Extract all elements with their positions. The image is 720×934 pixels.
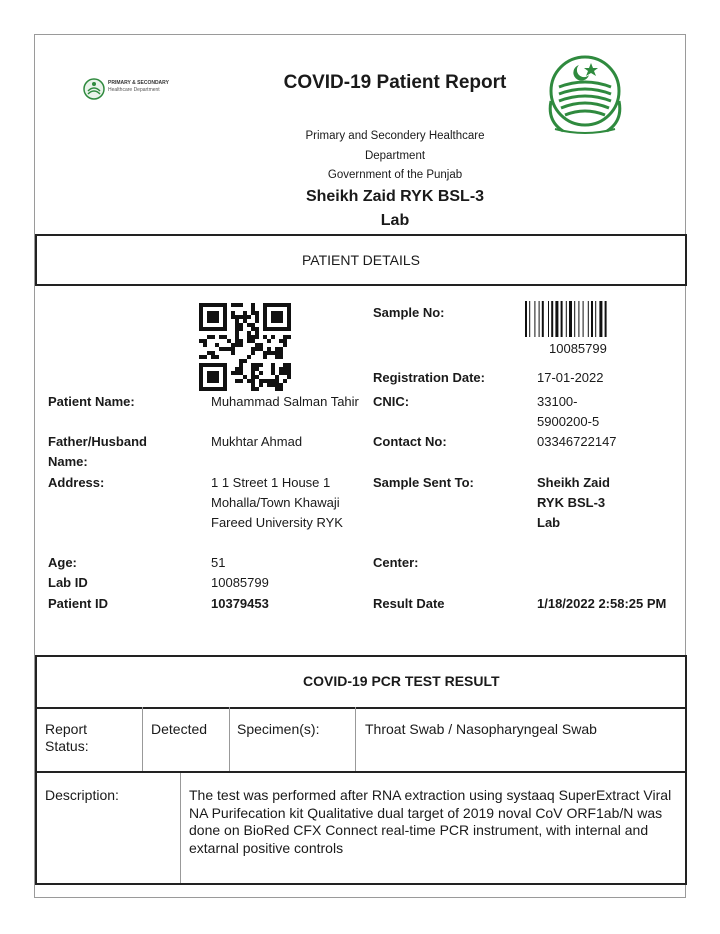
lab-id-value: 10085799 bbox=[211, 575, 269, 590]
department-name: Primary and Secondery Healthcare Department bbox=[305, 130, 485, 162]
specimen-label: Specimen(s): bbox=[237, 721, 320, 737]
lab-id-label: Lab ID bbox=[48, 575, 88, 590]
result-title-row bbox=[37, 657, 685, 709]
patient-name-label: Patient Name: bbox=[48, 394, 135, 409]
address-value: 1 1 Street 1 House 1 Mohalla/Town Khawaji Fareed University RYK bbox=[211, 475, 343, 530]
cnic-value: 33100-5900200-5 bbox=[537, 394, 600, 429]
sample-no-label: Sample No: bbox=[373, 305, 445, 320]
description-label: Description: bbox=[45, 787, 119, 803]
contact-no-label: Contact No: bbox=[373, 434, 447, 449]
contact-no-value: 03346722147 bbox=[537, 434, 617, 449]
patient-details-title: PATIENT DETAILS bbox=[302, 252, 420, 268]
qr-code bbox=[199, 303, 291, 391]
result-title: COVID-19 PCR TEST RESULT bbox=[303, 673, 500, 689]
father-name-value: Mukhtar Ahmad bbox=[211, 434, 303, 449]
address-label: Address: bbox=[48, 475, 105, 490]
description-text: The test was performed after RNA extraction using systaaq SuperExtract Viral NA Purifecation kit Qualitative dual target of 2019 noval CoV ORF1ab/N was done on BioRed CFX Connect real-time PCR instrument, with internal and extarnal positive controls bbox=[189, 787, 672, 856]
patient-details-header bbox=[35, 234, 687, 286]
patient-id-label: Patient ID bbox=[48, 596, 108, 611]
left-logo-line-2: Healthcare Department bbox=[108, 87, 160, 93]
report-title: COVID-19 Patient Report bbox=[283, 72, 507, 93]
specimen-value: Throat Swab / Nasopharyngeal Swab bbox=[365, 721, 597, 737]
age-value: 51 bbox=[211, 555, 226, 570]
age-label: Age: bbox=[48, 555, 77, 570]
report-status-value: Detected bbox=[151, 721, 208, 737]
registration-date-value: 17-01-2022 bbox=[537, 370, 604, 385]
punjab-emblem bbox=[545, 51, 625, 137]
barcode bbox=[525, 301, 617, 341]
sample-sent-to-label: Sample Sent To: bbox=[373, 475, 474, 490]
government-name: Government of the Punjab bbox=[327, 169, 463, 181]
center-label: Center: bbox=[373, 555, 419, 570]
registration-date-label: Registration Date: bbox=[373, 370, 485, 385]
left-logo-line-1: PRIMARY & SECONDARY bbox=[108, 80, 169, 86]
report-page bbox=[34, 34, 686, 898]
left-health-logo bbox=[83, 75, 183, 103]
patient-id-value: 10379453 bbox=[211, 596, 269, 611]
report-status-label: Report Status: bbox=[45, 721, 89, 754]
description-row bbox=[37, 773, 685, 883]
sample-sent-to-value: Sheikh Zaid RYK BSL-3 Lab bbox=[537, 475, 610, 530]
sample-no-value: 10085799 bbox=[549, 341, 607, 356]
result-section bbox=[35, 655, 687, 885]
report-status-row bbox=[37, 707, 685, 773]
result-date-label: Result Date bbox=[373, 596, 445, 611]
patient-name-value: Muhammad Salman Tahir bbox=[211, 394, 359, 409]
cnic-label: CNIC: bbox=[373, 394, 410, 409]
father-name-label: Father/Husband Name: bbox=[48, 434, 147, 469]
lab-name: Sheikh Zaid RYK BSL-3 Lab bbox=[305, 188, 485, 229]
result-date-value: 1/18/2022 2:58:25 PM bbox=[537, 596, 667, 611]
